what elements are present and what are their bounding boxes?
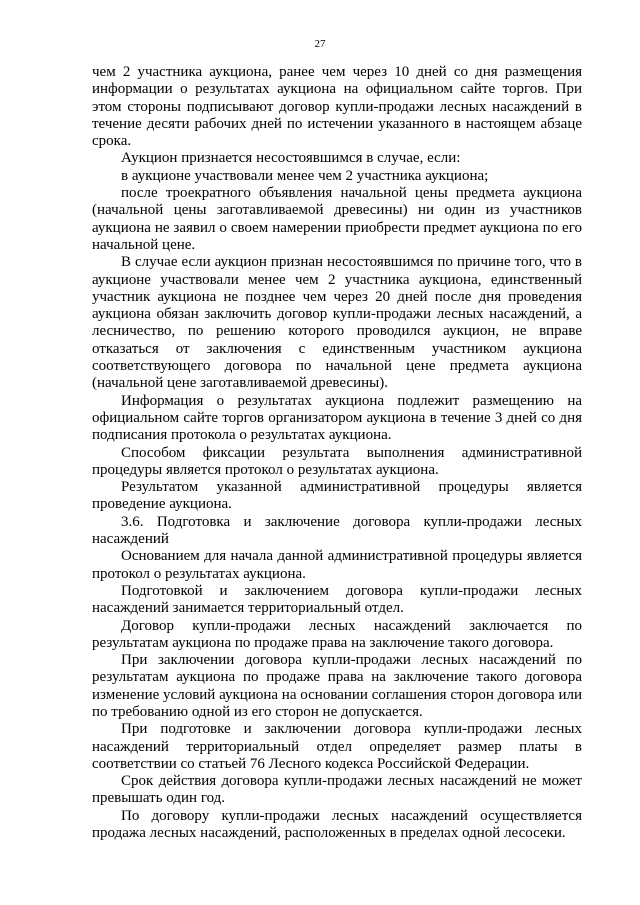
paragraph: При заключении договора купли-продажи лесных насаждений по результатам аукциона по продаже права на заключение такого договора изменение условий аукциона на основании соглашения сторон договора или по требованию одной из его сторон не допускается. (92, 652, 582, 720)
paragraph: Способом фиксации результата выполнения административной процедуры является протокол о результатах аукциона. (92, 444, 582, 478)
paragraph: В случае если аукцион признан несостоявшимся по причине того, что в аукционе участвовали менее чем 2 участника аукциона, единственный участник аукциона не позднее чем через 20 дней после дня проведения аукциона обязан заключить договор купли-продажи лесных насаждений, а лесничество, по решению которого проводился аукцион, не вправе отказаться от заключения с единственным участником аукциона соответствующего договора по начальной цене предмета аукциона (начальной цене заготавливаемой древесины). (92, 254, 582, 392)
paragraph: Подготовкой и заключением договора купли-продажи лесных насаждений занимается территориальный отдел. (92, 582, 582, 617)
page-number: 27 (314, 38, 326, 50)
paragraph: Срок действия договора купли-продажи лесных насаждений не может превышать один год. (92, 773, 582, 807)
paragraph: Результатом указанной административной процедуры является проведение аукциона. (92, 479, 582, 513)
paragraph: Договор купли-продажи лесных насаждений заключается по результатам аукциона по продаже права на заключение такого договора. (92, 617, 582, 651)
paragraph: после троекратного объявления начальной цены предмета аукциона (начальной цены заготавливаемой древесины) ни один из участников аукциона не заявил о своем намерении приобрести предмет аукциона по его начальной цене. (92, 185, 582, 253)
paragraph: Основанием для начала данной административной процедуры является протокол о результатах аукциона. (92, 548, 582, 582)
paragraph: Аукцион признается несостоявшимся в случае, если: (121, 150, 461, 167)
paragraph: Информация о результатах аукциона подлежит размещению на официальном сайте торгов организатором аукциона в течение 3 дней со дня подписания протокола о результатах аукциона. (92, 392, 582, 444)
paragraph: По договору купли-продажи лесных насаждений осуществляется продажа лесных насаждений, расположенных в пределах одной лесосеки. (92, 807, 582, 842)
document-body (92, 64, 582, 842)
section-heading: 3.6. Подготовка и заключение договора купли-продажи лесных насаждений (92, 513, 582, 548)
paragraph: в аукционе участвовали менее чем 2 участника аукциона; (121, 167, 489, 184)
paragraph: чем 2 участника аукциона, ранее чем через 10 дней со дня размещения информации о результатах аукциона на официальном сайте торгов. При этом стороны подписывают договор купли-продажи лесных насаждений в течение десяти рабочих дней по истечении указанного в настоящем абзаце срока. (92, 64, 582, 150)
paragraph: При подготовке и заключении договора купли-продажи лесных насаждений территориальный отдел определяет размер платы в соответствии со статьей 76 Лесного кодекса Российской Федерации. (92, 721, 582, 772)
